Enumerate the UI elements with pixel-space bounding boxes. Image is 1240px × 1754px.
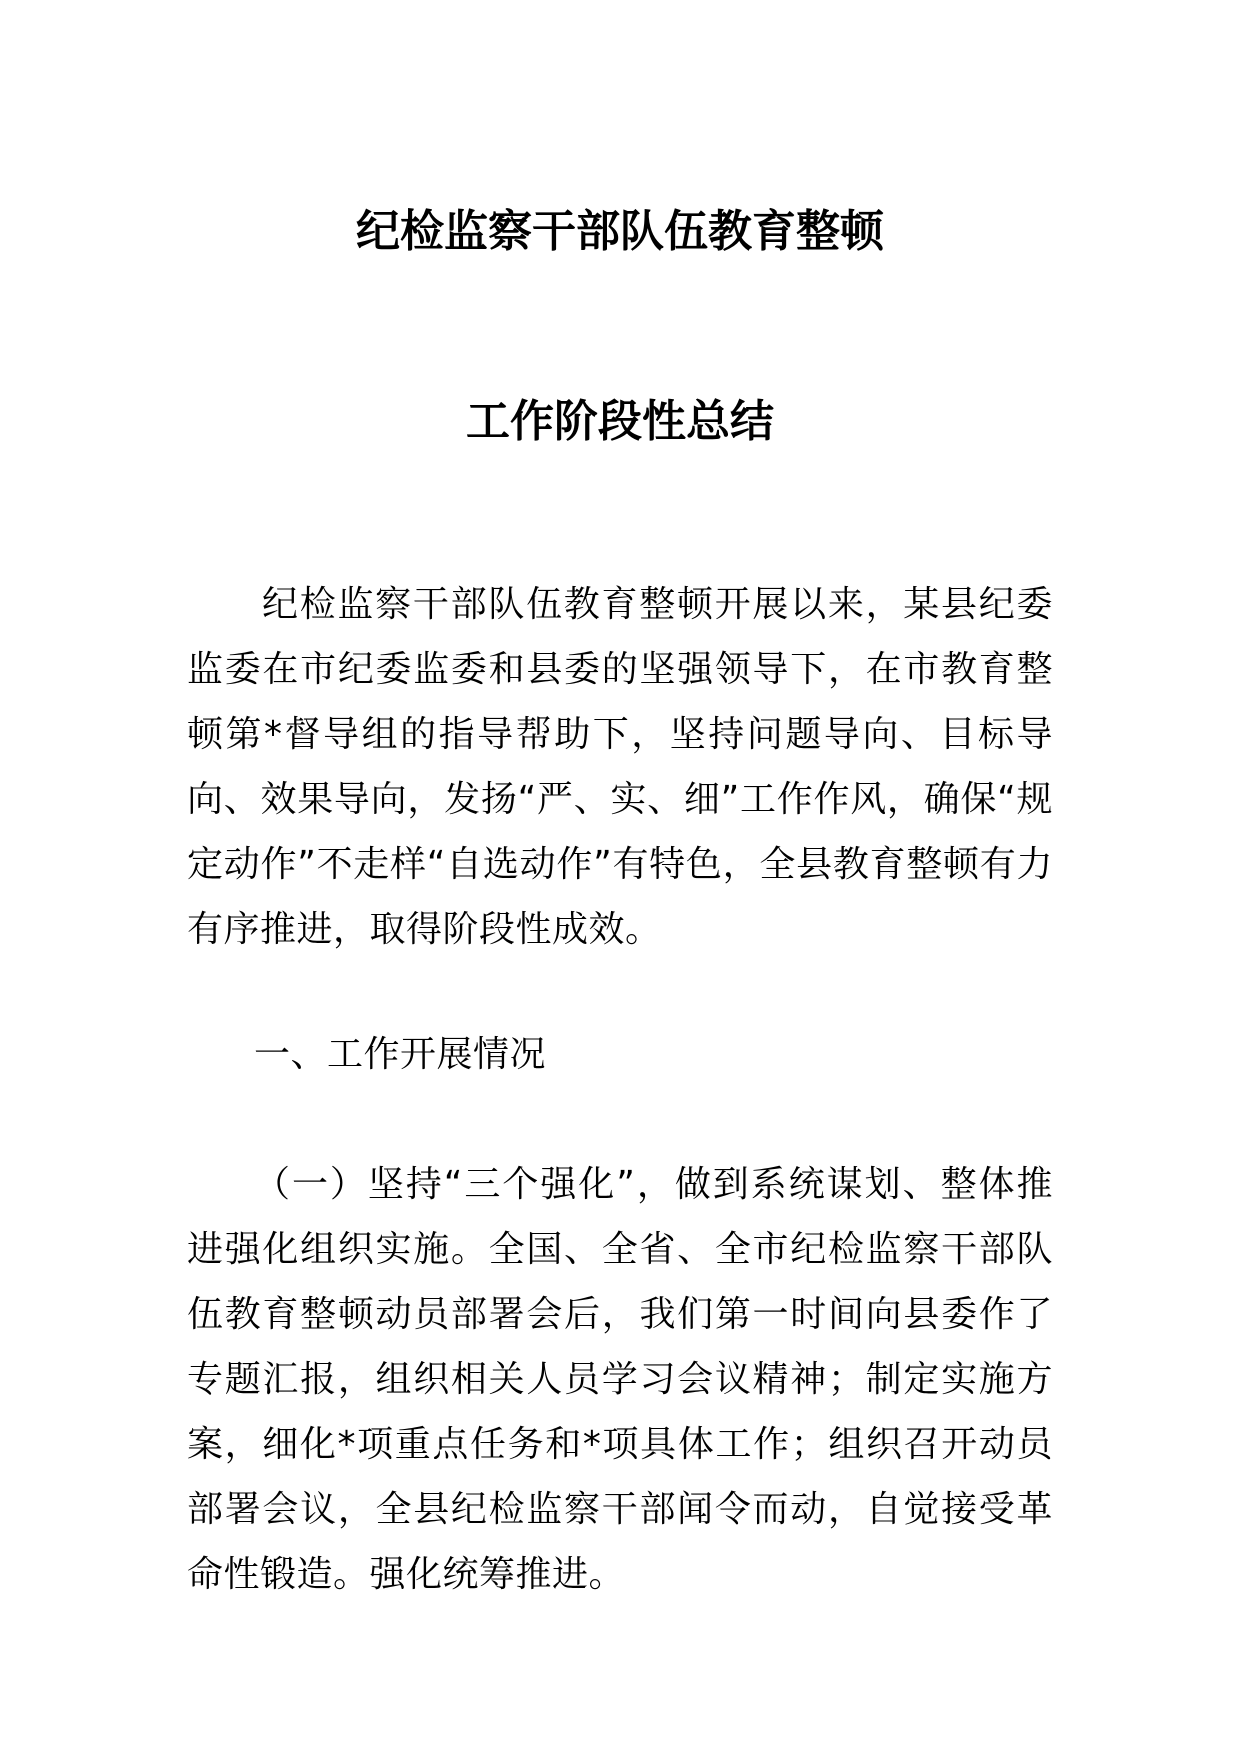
document-title-line-1: 纪检监察干部队伍教育整顿 <box>356 206 884 257</box>
section-heading-work-progress: 一、工作开展情况 <box>254 1034 547 1075</box>
intro-paragraph: 纪检监察干部队伍教育整顿开展以来，某县纪委监委在市纪委监委和县委的坚强领导下，在市教育整顿第*督导组的指导帮助下，坚持问题导向、目标导向、效果导向，发扬“严、实、细”工作作风，确保“规定动作”不走样“自选动作”有特色，全县教育整顿有力有序推进，取得阶段性成效。 <box>187 584 1053 950</box>
document-title-line-2: 工作阶段性总结 <box>466 396 774 447</box>
subsection-paragraph-three-strengthenings: （一）坚持“三个强化”，做到系统谋划、整体推进强化组织实施。全国、全省、全市纪检监察干部队伍教育整顿动员部署会后，我们第一时间向县委作了专题汇报，组织相关人员学习会议精神；制定实施方案，细化*项重点任务和*项具体工作；组织召开动员部署会议，全县纪检监察干部闻令而动，自觉接受革命性锻造。强化统筹推进。 <box>187 1164 1053 1595</box>
